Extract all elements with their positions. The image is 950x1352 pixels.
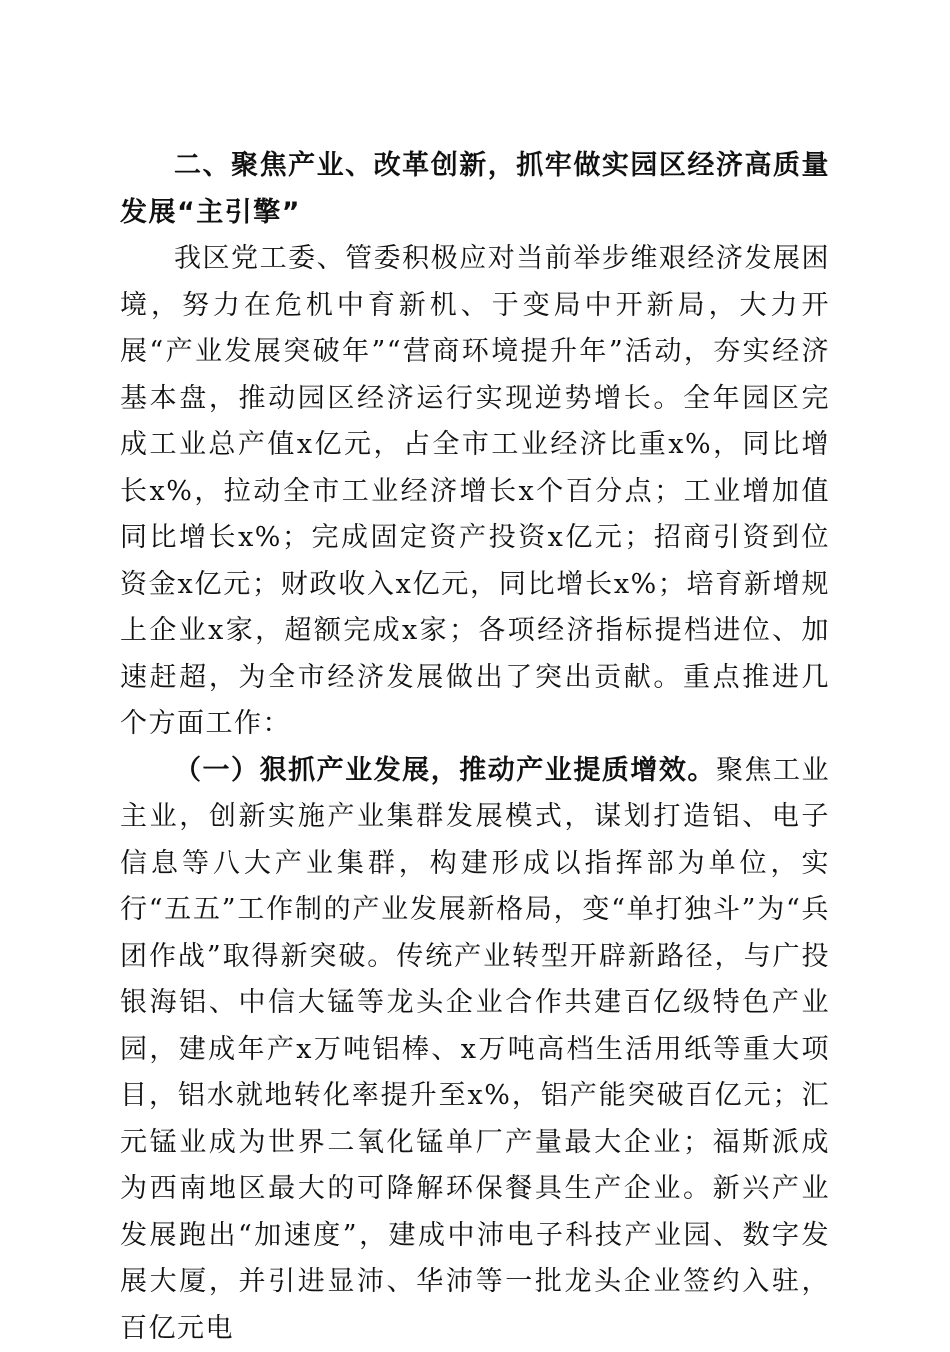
paragraph-industry-body: 聚焦工业主业，创新实施产业集群发展模式，谋划打造铝、电子信息等八大产业集群，构建形成以指挥部为单位，实行“五五”工作制的产业发展新格局，变“单打独斗”为“兵团作战”取得新突破。传统产业转型开辟新路径，与广投银海铝、中信大锰等龙头企业合作共建百亿级特色产业园，建成年产x万吨铝棒、x万吨高档生活用纸等重大项目，铝水就地转化率提升至x%，铝产能突破百亿元；汇元锰业成为世界二氧化锰单厂产量最大企业；福斯派成为西南地区最大的可降解环保餐具生产企业。新兴产业发展跑出“加速度”，建成中沛电子科技产业园、数字发展大厦，并引进显沛、华沛等一批龙头企业签约入驻，百亿元电 <box>120 755 830 1344</box>
paragraph-lead-heading: （一）狠抓产业发展，推动产业提质增效。 <box>174 755 716 786</box>
paragraph-industry <box>120 748 830 1352</box>
section-heading: 二、聚焦产业、改革创新，抓牢做实园区经济高质量发展“主引擎” <box>120 143 830 236</box>
paragraph-overview: 我区党工委、管委积极应对当前举步维艰经济发展困境，努力在危机中育新机、于变局中开新局，大力开展“产业发展突破年”“营商环境提升年”活动，夯实经济基本盘，推动园区经济运行实现逆势增长。全年园区完成工业总产值x亿元，占全市工业经济比重x%，同比增长x%，拉动全市工业经济增长x个百分点；工业增加值同比增长x%；完成固定资产投资x亿元；招商引资到位资金x亿元；财政收入x亿元，同比增长x%；培育新增规上企业x家，超额完成x家；各项经济指标提档进位、加速赶超，为全市经济发展做出了突出贡献。重点推进几个方面工作： <box>120 236 830 748</box>
document-body <box>120 143 830 1352</box>
